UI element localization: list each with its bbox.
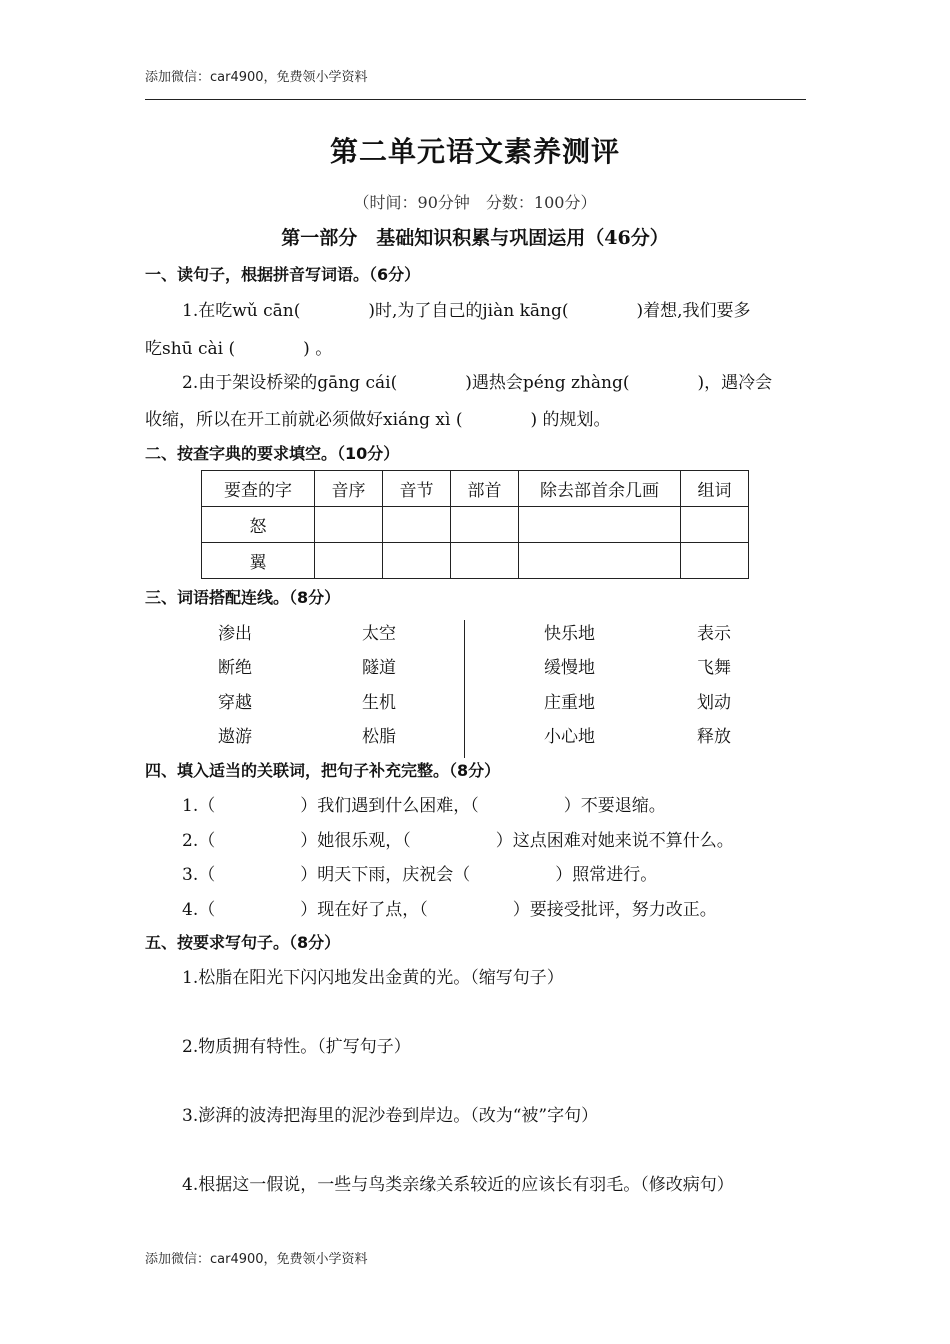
s1-line-3: 2.由于架设桥梁的gāng cái( )遇热会péng zhàng( )，遇冷会 <box>182 373 773 393</box>
table-cell-blank[interactable] <box>315 543 383 579</box>
s4-line-3: 3.（ ）明天下雨，庆祝会（ ）照常进行。 <box>182 865 658 885</box>
match-word: 小心地 <box>544 727 595 747</box>
table-cell-blank[interactable] <box>383 543 451 579</box>
header-rule <box>145 99 806 100</box>
s4-line-2: 2.（ ）她很乐观，（ ）这点困难对她来说不算什么。 <box>182 831 734 851</box>
match-word: 划动 <box>697 693 731 713</box>
table-cell-char: 怒 <box>202 507 315 543</box>
page-title: 第二单元语文素养测评 <box>329 135 620 168</box>
section-3-heading: 三、词语搭配连线。（8分） <box>145 588 341 607</box>
match-word: 太空 <box>362 624 396 644</box>
table-header: 部首 <box>451 471 519 507</box>
match-word: 断绝 <box>218 658 252 678</box>
match-word: 生机 <box>362 693 396 713</box>
s1-line-2: 吃shū cài ( ) 。 <box>145 339 333 359</box>
table-cell-blank[interactable] <box>451 507 519 543</box>
section-1-heading: 一、读句子，根据拼音写词语。（6分） <box>145 265 421 284</box>
s4-line-1: 1.（ ）我们遇到什么困难，（ ）不要退缩。 <box>182 796 666 816</box>
column-divider <box>464 620 465 758</box>
exam-info: （时间：90分钟 分数：100分） <box>353 193 597 212</box>
header-note: 添加微信：car4900，免费领小学资料 <box>145 70 368 85</box>
s5-line-2: 2.物质拥有特性。（扩写句子） <box>182 1037 411 1057</box>
match-word: 缓慢地 <box>544 658 595 678</box>
s5-line-1: 1.松脂在阳光下闪闪地发出金黄的光。（缩写句子） <box>182 968 564 988</box>
footer-note: 添加微信：car4900，免费领小学资料 <box>145 1252 368 1267</box>
section-2-heading: 二、按查字典的要求填空。（10分） <box>145 444 400 463</box>
table-header: 要查的字 <box>202 471 315 507</box>
table-header: 组词 <box>681 471 749 507</box>
table-row <box>202 507 749 543</box>
s5-line-3: 3.澎湃的波涛把海里的泥沙卷到岸边。（改为“被”字句） <box>182 1106 599 1126</box>
table-cell-blank[interactable] <box>315 507 383 543</box>
match-word: 表示 <box>697 624 731 644</box>
match-word: 隧道 <box>362 658 396 678</box>
table-header: 音节 <box>383 471 451 507</box>
table-cell-blank[interactable] <box>383 507 451 543</box>
s1-line-1: 1.在吃wǔ cān( )时,为了自己的jiàn kāng( )着想,我们要多 <box>182 301 751 321</box>
s4-line-4: 4.（ ）现在好了点，（ ）要接受批评，努力改正。 <box>182 900 717 920</box>
match-word: 渗出 <box>218 624 252 644</box>
match-word: 遨游 <box>218 727 252 747</box>
match-word: 松脂 <box>362 727 396 747</box>
table-row <box>202 543 749 579</box>
table-cell-blank[interactable] <box>519 507 681 543</box>
s5-line-4: 4.根据这一假说，一些与鸟类亲缘关系较近的应该长有羽毛。（修改病句） <box>182 1175 734 1195</box>
match-word: 快乐地 <box>544 624 595 644</box>
table-cell-char: 翼 <box>202 543 315 579</box>
match-word: 穿越 <box>218 693 252 713</box>
table-cell-blank[interactable] <box>519 543 681 579</box>
table-cell-blank[interactable] <box>681 543 749 579</box>
s1-line-4: 收缩，所以在开工前就必须做好xiáng xì ( ) 的规划。 <box>145 410 611 430</box>
table-header: 除去部首余几画 <box>519 471 681 507</box>
table-header-row <box>202 471 749 507</box>
table-cell-blank[interactable] <box>681 507 749 543</box>
section-4-heading: 四、填入适当的关联词，把句子补充完整。（8分） <box>145 761 501 780</box>
match-word: 庄重地 <box>544 693 595 713</box>
table-header: 音序 <box>315 471 383 507</box>
part-title: 第一部分 基础知识积累与巩固运用（46分） <box>281 227 669 249</box>
dictionary-table <box>201 470 749 579</box>
table-cell-blank[interactable] <box>451 543 519 579</box>
match-word: 飞舞 <box>697 658 731 678</box>
section-5-heading: 五、按要求写句子。（8分） <box>145 933 341 952</box>
match-word: 释放 <box>697 727 731 747</box>
